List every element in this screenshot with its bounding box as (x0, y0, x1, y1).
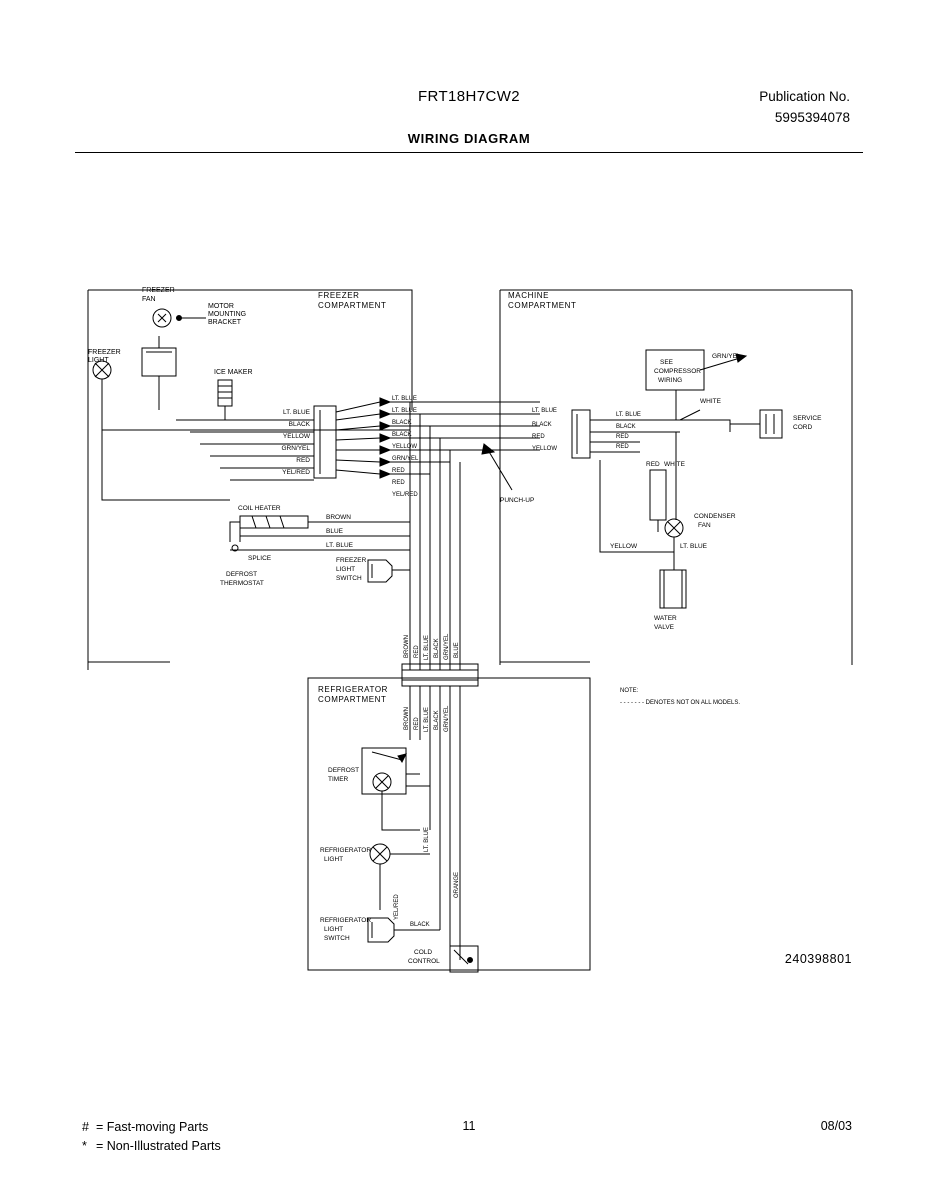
component-label-splice: SPLICE (248, 555, 272, 562)
svg-text:BLUE: BLUE (326, 528, 343, 535)
note-label: NOTE: (620, 688, 639, 694)
svg-text:BLACK: BLACK (434, 710, 440, 730)
svg-text:BLUE: BLUE (454, 642, 460, 658)
svg-text:YELLOW: YELLOW (282, 433, 310, 440)
svg-text:RED: RED (414, 645, 420, 658)
svg-text:GRN/YEL: GRN/YEL (281, 445, 310, 452)
svg-text:RED: RED (616, 444, 629, 450)
fast-moving-text: = Fast-moving Parts (96, 1120, 209, 1134)
page-title: WIRING DIAGRAM (407, 131, 531, 146)
svg-text:RED: RED (296, 457, 310, 464)
wiring-schematic (80, 270, 860, 980)
svg-text:- - - - - - - DENOTES NOT ON: - - - - - - - DENOTES NOT ON ALL MODELS. (620, 700, 741, 706)
model-number: FRT18H7CW2 (417, 88, 521, 105)
svg-text:RED: RED (646, 461, 660, 468)
svg-text:LT. BLUE: LT. BLUE (283, 409, 310, 416)
svg-text:FAN: FAN (142, 296, 156, 303)
svg-text:LT. BLUE: LT. BLUE (326, 542, 353, 549)
svg-text:GRN/YEL: GRN/YEL (712, 353, 741, 360)
svg-text:YELLOW: YELLOW (392, 444, 418, 450)
svg-text:TIMER: TIMER (328, 776, 349, 783)
header-divider (75, 152, 863, 153)
svg-text:BLACK: BLACK (410, 922, 430, 928)
svg-text:LT. BLUE: LT. BLUE (392, 396, 417, 402)
svg-text:COMPARTMENT: COMPARTMENT (318, 301, 387, 310)
svg-text:CONTROL: CONTROL (408, 958, 440, 965)
svg-text:LT. BLUE: LT. BLUE (424, 827, 430, 852)
page-number: 11 (462, 1119, 476, 1133)
svg-text:COMPARTMENT: COMPARTMENT (508, 301, 577, 310)
component-label-ice-maker: ICE MAKER (214, 369, 253, 376)
component-label-freezer-light: FREEZER (88, 349, 121, 356)
publication-label: Publication No. (759, 89, 850, 104)
section-label-machine: MACHINE (508, 291, 550, 300)
svg-text:LIGHT: LIGHT (324, 926, 344, 933)
svg-text:YELLOW: YELLOW (610, 543, 638, 550)
svg-text:LT. BLUE: LT. BLUE (424, 707, 430, 732)
svg-text:WHITE: WHITE (664, 461, 685, 468)
svg-text:YELLOW: YELLOW (532, 446, 558, 452)
svg-text:BLACK: BLACK (532, 422, 552, 428)
svg-text:MOUNTING: MOUNTING (208, 311, 247, 318)
svg-text:LIGHT: LIGHT (336, 566, 356, 573)
svg-text:WHITE: WHITE (700, 398, 721, 405)
svg-text:GRN/YEL: GRN/YEL (444, 633, 450, 660)
svg-text:BROWN: BROWN (404, 635, 410, 658)
non-illustrated-symbol: * (82, 1139, 87, 1153)
svg-text:RED: RED (414, 717, 420, 730)
svg-text:BROWN: BROWN (326, 514, 351, 521)
component-label-freezer-light-switch: FREEZER (336, 557, 367, 564)
component-label-water-valve: WATER (654, 615, 677, 622)
component-label-motor-bracket: MOTOR (208, 303, 234, 310)
svg-text:LT. BLUE: LT. BLUE (392, 408, 417, 414)
svg-text:RED: RED (532, 434, 545, 440)
component-label-coil-heater: COIL HEATER (238, 505, 281, 512)
svg-text:ORANGE: ORANGE (454, 871, 460, 898)
svg-text:BLACK: BLACK (392, 432, 412, 438)
svg-text:RED: RED (616, 434, 629, 440)
svg-text:YEL/RED: YEL/RED (392, 492, 418, 498)
svg-text:LT. BLUE: LT. BLUE (680, 543, 707, 550)
section-label-freezer: FREEZER (318, 291, 360, 300)
component-label-cold-control: COLD (414, 949, 433, 956)
component-label-refrigerator-light: REFRIGERATOR (320, 847, 372, 854)
footer-date: 08/03 (820, 1119, 852, 1133)
svg-text:GRN/YEL: GRN/YEL (392, 456, 419, 462)
svg-text:BROWN: BROWN (404, 707, 410, 730)
component-label-condenser-fan: CONDENSER (694, 513, 736, 520)
svg-text:RED: RED (392, 480, 405, 486)
section-label-refrigerator: REFRIGERATOR (318, 685, 389, 694)
svg-text:COMPARTMENT: COMPARTMENT (318, 695, 387, 704)
svg-text:LT. BLUE: LT. BLUE (424, 635, 430, 660)
fast-moving-symbol: # (82, 1120, 89, 1134)
component-label-punch-up: PUNCH-UP (500, 497, 535, 504)
component-label-defrost-timer: DEFROST (328, 767, 360, 774)
svg-text:BLACK: BLACK (392, 420, 412, 426)
svg-text:CORD: CORD (793, 424, 813, 431)
component-label-compressor-wiring: SEE (660, 359, 674, 366)
svg-text:COMPRESSOR: COMPRESSOR (654, 368, 701, 375)
component-label-defrost-thermostat: DEFROST (226, 571, 258, 578)
svg-text:THERMOSTAT: THERMOSTAT (220, 580, 264, 587)
svg-text:SWITCH: SWITCH (324, 935, 350, 942)
svg-text:YEL/RED: YEL/RED (394, 894, 400, 920)
svg-text:RED: RED (392, 468, 405, 474)
svg-text:VALVE: VALVE (654, 624, 674, 631)
component-label-freezer-fan: FREEZER (142, 287, 175, 294)
drawing-number: 240398801 (784, 952, 852, 966)
svg-text:LIGHT: LIGHT (88, 357, 109, 364)
svg-text:SWITCH: SWITCH (336, 575, 362, 582)
non-illustrated-text: = Non-Illustrated Parts (96, 1139, 221, 1153)
svg-text:LT. BLUE: LT. BLUE (616, 412, 641, 418)
publication-number: 5995394078 (774, 110, 850, 125)
svg-text:BLACK: BLACK (288, 421, 310, 428)
svg-text:GRN/YEL: GRN/YEL (444, 705, 450, 732)
svg-text:LIGHT: LIGHT (324, 856, 344, 863)
svg-text:BRACKET: BRACKET (208, 319, 242, 326)
svg-text:YEL/RED: YEL/RED (282, 469, 310, 476)
svg-text:BLACK: BLACK (616, 424, 636, 430)
svg-text:BLACK: BLACK (434, 638, 440, 658)
svg-text:FAN: FAN (698, 522, 711, 529)
component-label-refrigerator-light-switch: REFRIGERATOR (320, 917, 372, 924)
svg-text:LT. BLUE: LT. BLUE (532, 408, 557, 414)
component-label-service-cord: SERVICE (793, 415, 822, 422)
svg-text:WIRING: WIRING (658, 377, 683, 384)
